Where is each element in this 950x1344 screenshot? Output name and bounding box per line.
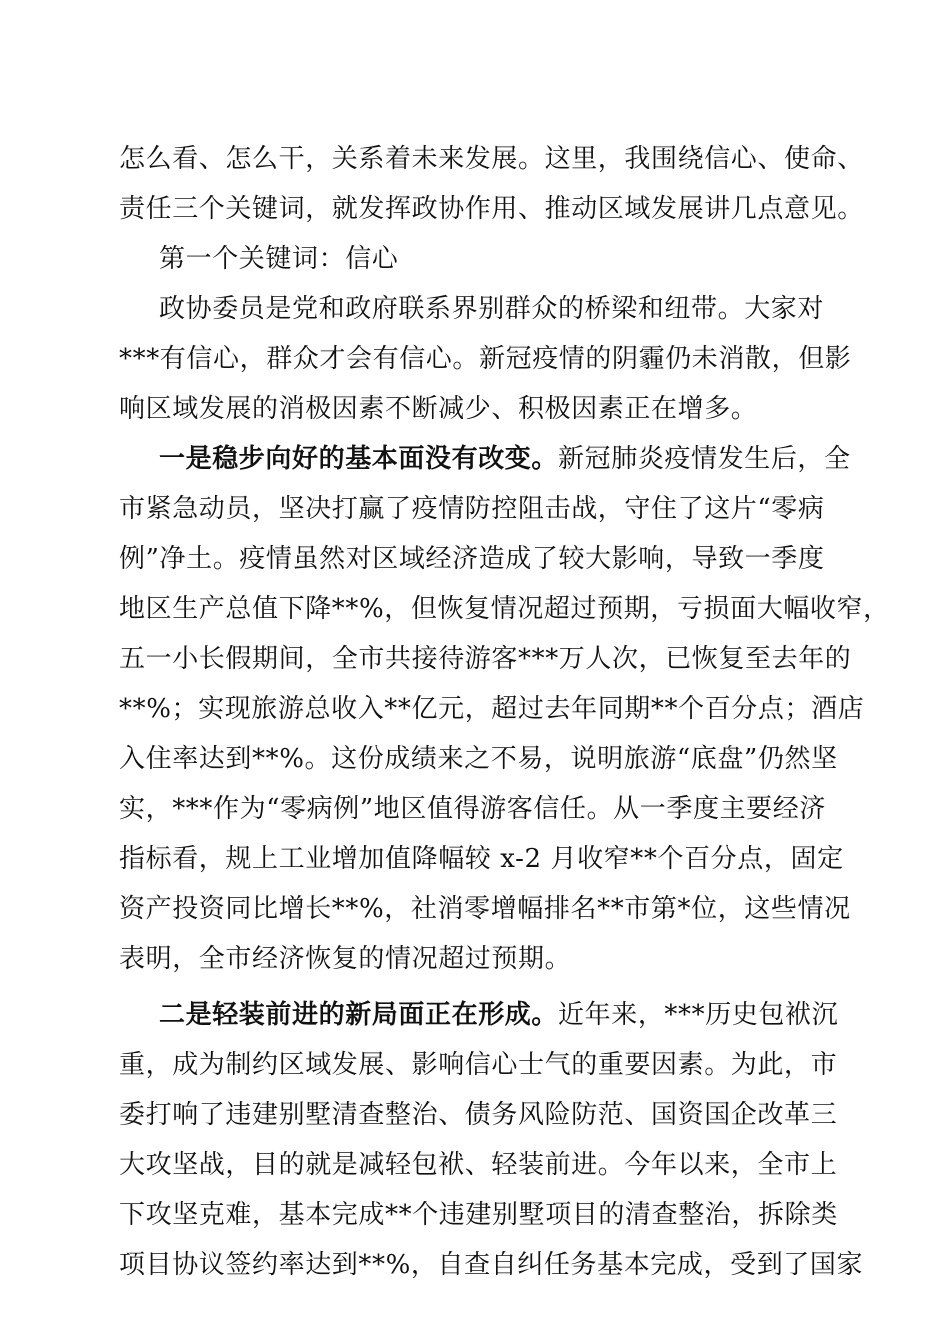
para-one-line-11: 表明，全市经济恢复的情况超过预期。 bbox=[119, 944, 572, 974]
para-confidence-line-1: 政协委员是党和政府联系界别群众的桥梁和纽带。大家对 bbox=[159, 294, 825, 324]
intro-line-1: 怎么看、怎么干，关系着未来发展。这里，我围绕信心、使命、 bbox=[119, 144, 864, 174]
para-one-lead: 一是稳步向好的基本面没有改变。 bbox=[159, 444, 559, 474]
para-one-line-4: 地区生产总值下降**%，但恢复情况超过预期，亏损面大幅收窄， bbox=[119, 594, 890, 624]
intro-line-2: 责任三个关键词，就发挥政协作用、推动区域发展讲几点意见。 bbox=[119, 194, 864, 224]
para-two-line-5: 下攻坚克难，基本完成**个违建别墅项目的清查整治，拆除类 bbox=[119, 1200, 838, 1230]
para-one-line-2: 市紧急动员，坚决打赢了疫情防控阻击战，守住了这片“零病 bbox=[119, 494, 825, 524]
para-confidence-line-2: ***有信心，群众才会有信心。新冠疫情的阴霾仍未消散，但影 bbox=[119, 344, 852, 374]
para-one-first-rest: 新冠肺炎疫情发生后，全 bbox=[558, 444, 851, 474]
para-one-line-10: 资产投资同比增长**%，社消零增幅排名**市第*位，这些情况 bbox=[119, 894, 851, 924]
para-confidence-line-3: 响区域发展的消极因素不断减少、积极因素正在增多。 bbox=[119, 394, 758, 424]
para-two-first-rest: 近年来，***历史包袱沉 bbox=[558, 1000, 839, 1030]
para-two-line-1 bbox=[159, 993, 950, 1037]
para-one-line-3: 例”净土。疫情虽然对区域经济造成了较大影响，导致一季度 bbox=[119, 544, 825, 574]
para-two-line-4: 大攻坚战，目的就是减轻包袱、轻装前进。今年以来，全市上 bbox=[119, 1150, 838, 1180]
para-one-line-9: 指标看，规上工业增加值降幅较 x-2 月收窄**个百分点，固定 bbox=[119, 844, 844, 874]
para-two-line-6: 项目协议签约率达到**%，自查自纠任务基本完成，受到了国家 bbox=[119, 1250, 864, 1280]
para-two-line-2: 重，成为制约区域发展、影响信心士气的重要因素。为此，市 bbox=[119, 1050, 838, 1080]
para-one-line-8: 实，***作为“零病例”地区值得游客信任。从一季度主要经济 bbox=[119, 794, 826, 824]
para-one-line-5: 五一小长假期间，全市共接待游客***万人次，已恢复至去年的 bbox=[119, 644, 852, 674]
para-one-line-7: 入住率达到**%。这份成绩来之不易，说明旅游“底盘”仍然坚 bbox=[119, 744, 838, 774]
para-one-line-1 bbox=[159, 437, 950, 481]
para-one-line-6: **%；实现旅游总收入**亿元，超过去年同期**个百分点；酒店 bbox=[119, 694, 865, 724]
para-two-lead: 二是轻装前进的新局面正在形成。 bbox=[159, 1000, 559, 1030]
section-heading: 第一个关键词：信心 bbox=[159, 244, 399, 274]
para-two-line-3: 委打响了违建别墅清查整治、债务风险防范、国资国企改革三 bbox=[119, 1100, 838, 1130]
